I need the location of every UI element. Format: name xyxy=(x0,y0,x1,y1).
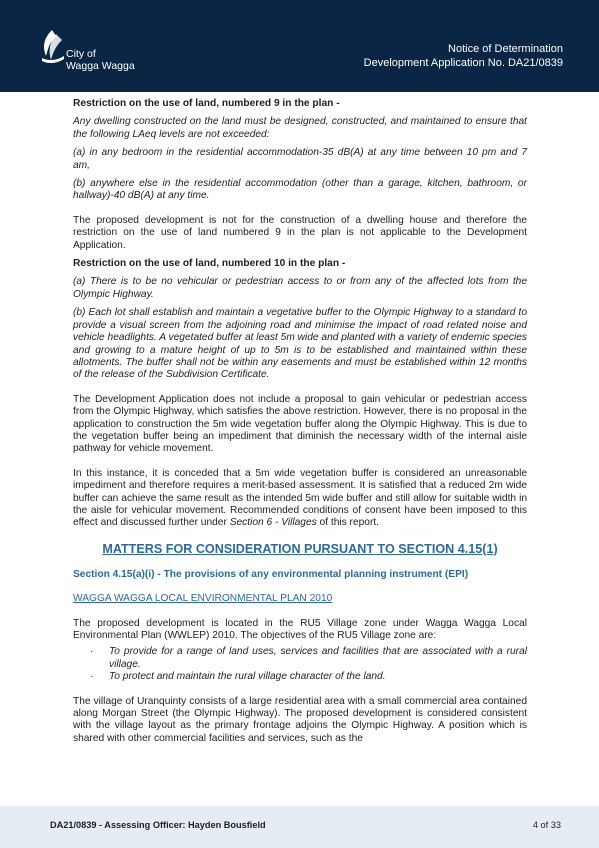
section-reference: Section 6 - Villages xyxy=(229,517,317,529)
restriction-10-item-b: (b) Each lot shall establish and maintain a vegetative buffer to the Olympic Highway to a standard to provide a visual screen from the adjoining road and minimise the impact of road related noise and vehicle headlights. A vegetated buffer at least 5m wide and planted with a variety of endemic species and growing to a mature height of up to 5m is to be established and maintained within these allotments. The buffer shall not be within any easements and must be established within 12 months of the release of the Subdivision Certificate. xyxy=(73,307,527,381)
footer-officer: DA21/0839 - Assessing Officer: Hayden Bousfield xyxy=(50,820,266,830)
logo-line-2: Wagga Wagga xyxy=(66,60,135,72)
city-logo-text xyxy=(66,48,135,72)
restriction-9-text: Any dwelling constructed on the land must be designed, constructed, and maintained to ensure that the following LAeq levels are not exceeded: xyxy=(73,116,527,140)
lep-intro: The proposed development is located in the RU5 Village zone under Wagga Wagga Local Environmental Plan (WWLEP) 2010. The objectives of the RU5 Village zone are: xyxy=(73,617,527,641)
list-item xyxy=(73,671,527,683)
objective-text: To protect and maintain the rural village character of the land. xyxy=(109,671,386,683)
document-title xyxy=(364,42,563,70)
objectives-list xyxy=(73,646,527,683)
response-2-end: of this report. xyxy=(316,517,380,529)
section-heading: Section 4.15(a)(i) - The provisions of any environmental planning instrument (EPI) xyxy=(73,568,469,580)
restriction-9-heading: Restriction on the use of land, numbered 9 in the plan - xyxy=(73,98,340,109)
bullet-icon: · xyxy=(90,671,94,683)
page-number: 4 of 33 xyxy=(532,820,561,830)
main-heading: MATTERS FOR CONSIDERATION PURSUANT TO SECTION 4.15(1) xyxy=(102,541,498,556)
lep-heading: WAGGA WAGGA LOCAL ENVIRONMENTAL PLAN 2010 xyxy=(73,593,333,605)
restriction-9-item-a: (a) in any bedroom in the residential accommodation-35 dB(A) at any time between 10 pm and 7 am, xyxy=(73,147,527,171)
restriction-10-item-a: (a) There is to be no vehicular or pedestrian access to or from any of the affected lots from the Olympic Highway. xyxy=(73,276,527,300)
village-paragraph: The village of Uranquinty consists of a large residential area with a small commercial area contained along Morgan Street (the Olympic Highway). The proposed development is considered consistent with the village layout as the primary frontage adjoins the Olympic Highway. A position which is shared with other commercial facilities and services, such as the xyxy=(73,695,527,744)
restriction-9-item-b: (b) anywhere else in the residential accommodation (other than a garage, kitchen, bathroom, or hallway)-40 dB(A) at any time. xyxy=(73,178,527,202)
restriction-10-response-1: The Development Application does not include a proposal to gain vehicular or pedestrian access from the Olympic Highway, which satisfies the above restriction. However, there is no proposal in the application to construction the 5m wide vegetation buffer along the Olympic Highway. This is due to the vegetation buffer being an impediment that diminish the necessary width of the internal aisle pathway for vehicle movement. xyxy=(73,393,527,455)
response-2-text: In this instance, it is conceded that a 5m wide vegetation buffer is considered an unreasonable impediment and therefore requires a merit-based assessment. It is satisfied that a reduced 2m wide buffer can achieve the same result as the intended 5m wide buffer and still allow for suitable width in the aisle for vehicular movement. Recommended conditions of consent have been imposed to this effect and discussed further under xyxy=(73,467,527,529)
document-title-line-1: Notice of Determination xyxy=(448,43,563,55)
restriction-9-response: The proposed development is not for the construction of a dwelling house and therefore the restriction on the use of land numbered 9 in the plan is not applicable to the Development Application. xyxy=(73,214,527,251)
restriction-10-heading: Restriction on the use of land, numbered 10 in the plan - xyxy=(73,258,346,270)
page-header xyxy=(0,0,599,92)
page-body xyxy=(73,98,527,745)
list-item xyxy=(73,646,527,671)
bullet-icon: · xyxy=(90,646,94,658)
logo-line-1: City of xyxy=(66,48,96,60)
restriction-10-response-2 xyxy=(73,468,527,530)
city-logo-icon xyxy=(38,28,66,68)
objective-text: To provide for a range of land uses, services and facilities that are associated with a rural village. xyxy=(109,646,527,670)
page-footer xyxy=(0,806,599,848)
document-title-line-2: Development Application No. DA21/0839 xyxy=(363,57,563,69)
